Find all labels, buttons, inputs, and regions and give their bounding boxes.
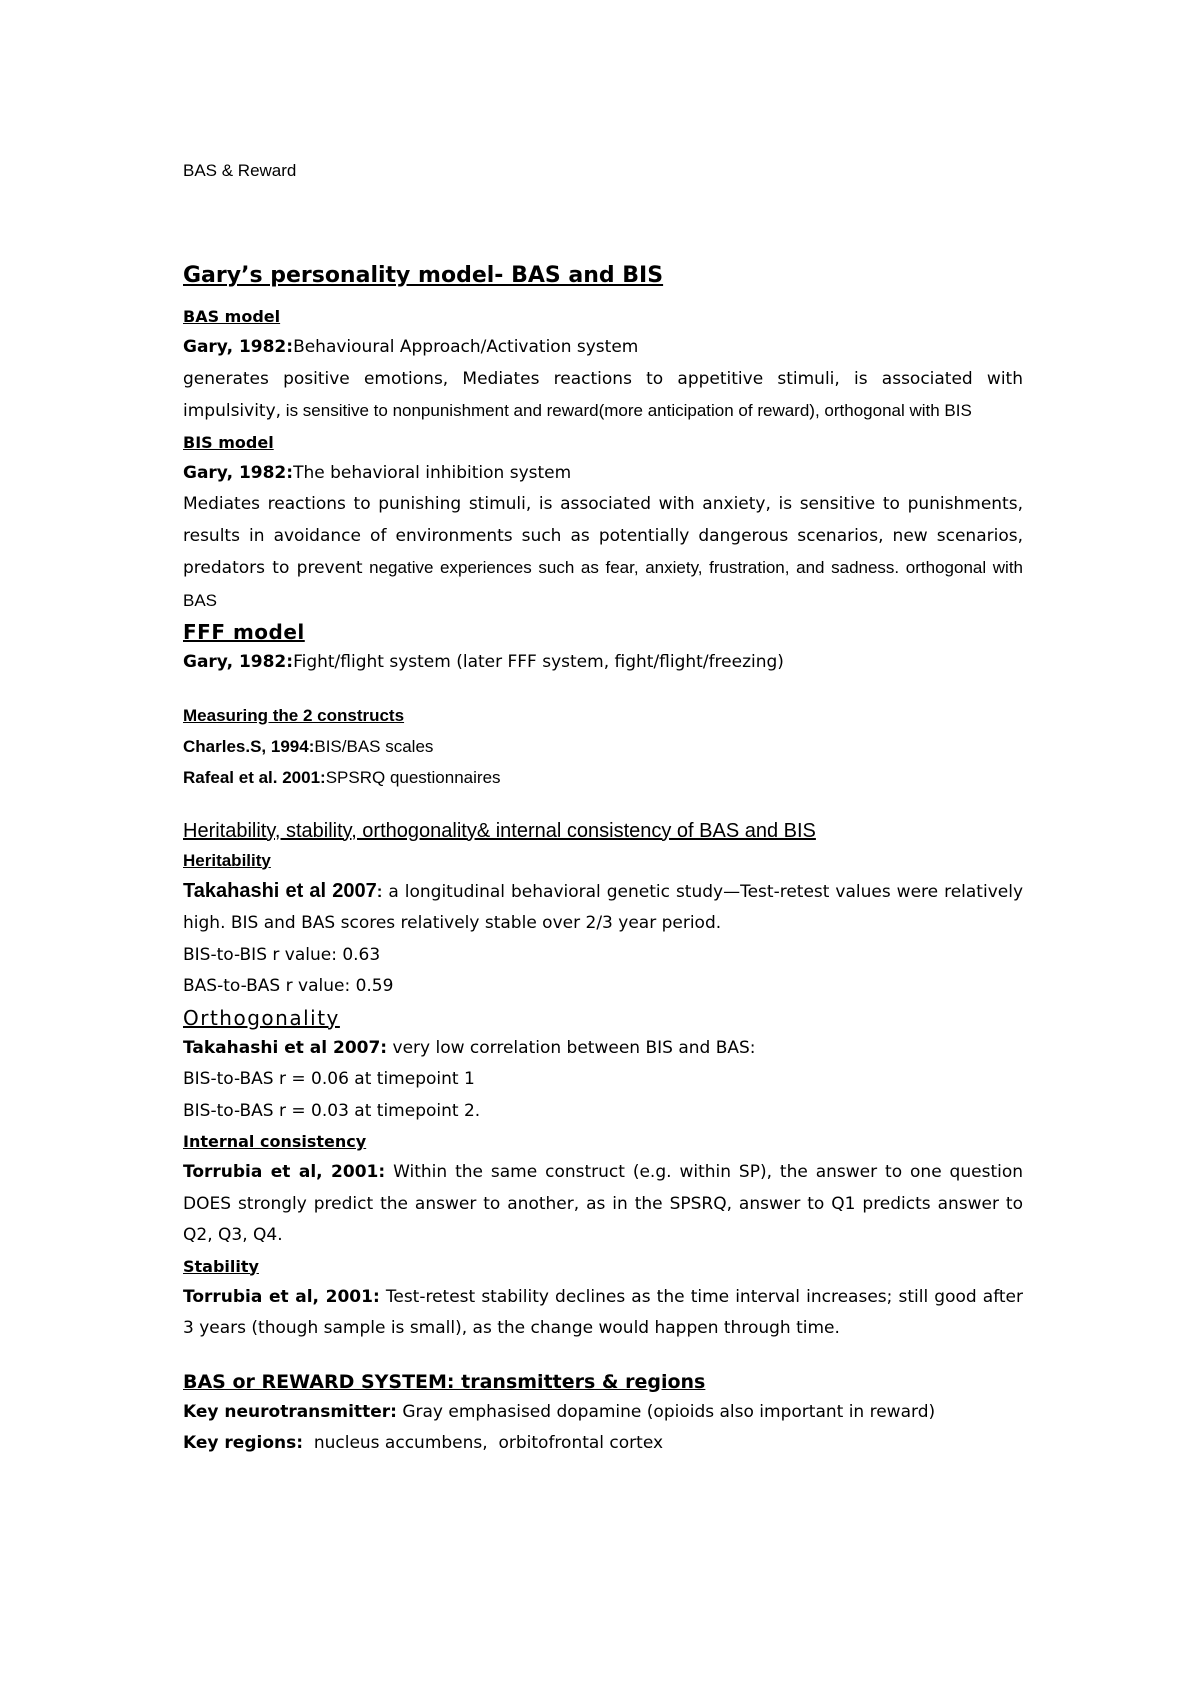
bis-model-heading: BIS model [183,432,274,452]
bis-definition: The behavioral inhibition system [293,462,572,483]
measure-1-line [183,731,1023,763]
section-heading-heritability: Heritability, stability, orthogonality& internal consistency of BAS and BIS [183,819,816,842]
orthogonality-r2: BIS-to-BAS r = 0.03 at timepoint 2. [183,1100,481,1121]
fff-citation: Gary, 1982: [183,652,294,672]
orthogonality-heading: Orthogonality [183,1005,340,1030]
heritability-r2: BAS-to-BAS r value: 0.59 [183,976,394,996]
heritability-description [183,876,1023,940]
section-heading-personality-model: Gary’s personality model- BAS and BIS [183,263,664,288]
bis-citation: Gary, 1982: [183,462,294,483]
document-title: BAS & Reward [183,161,297,180]
stability-text: Test-retest stability declines as the time interval increases; still good after 3 years (though sample is small), as the change would happen through time. [183,1286,1023,1338]
measure-1-definition: BIS/BAS scales [314,736,434,756]
measure-2-line [183,762,1023,794]
measuring-heading: Measuring the 2 constructs [183,705,405,725]
bis-citation-line [183,458,1023,490]
fff-model-heading: FFF model [183,620,305,644]
bas-citation: Gary, 1982: [183,337,294,357]
fff-definition: Fight/flight system (later FFF system, fight/flight/freezing) [293,652,784,672]
measure-2-definition: SPSRQ questionnaires [325,768,501,787]
neurotransmitter-text: Gray emphasised dopamine (opioids also important in reward) [396,1401,936,1422]
stability-heading: Stability [183,1256,259,1276]
heritability-citation: Takahashi et al 2007 [183,879,377,902]
regions-label: Key regions: [183,1433,304,1453]
heritability-heading: Heritability [183,850,271,870]
bas-model-heading: BAS model [183,307,281,326]
fff-citation-line [183,647,1023,679]
heritability-colon: : [376,881,383,901]
bis-description-part-b: negative experiences such as fear, anxiety, frustration, and sadness. orthogonal with BAS [183,558,1024,610]
regions-text: nucleus accumbens, orbitofrontal cortex [303,1433,664,1453]
measure-2-citation: Rafeal et al. 2001: [183,768,326,787]
bas-description-part-b: is sensitive to nonpunishment and reward(more anticipation of reward), orthogonal with BIS [281,401,972,420]
orthogonality-line [183,1033,1023,1065]
regions-line [183,1428,1023,1460]
neurotransmitter-label: Key neurotransmitter: [183,1401,397,1422]
bas-citation-line [183,332,1023,364]
stability-citation: Torrubia et al, 2001: [183,1286,380,1307]
heritability-r1: BIS-to-BIS r value: 0.63 [183,944,381,965]
bas-description [183,364,1023,428]
internal-consistency-text: Within the same construct (e.g. within SP), the answer to one question DOES strongly predict the answer to another, as in the SPSRQ, answer to Q1 predicts answer to Q2, Q3, Q4. [183,1162,1024,1245]
orthogonality-text: very low correlation between BIS and BAS: [387,1037,756,1058]
internal-consistency-description [183,1157,1023,1252]
bas-description-part-a: generates positive emotions, Mediates reactions to appetitive stimuli, is associated with impulsivity, [183,368,1023,421]
bas-definition: Behavioural Approach/Activation system [293,337,639,357]
neurotransmitter-line [183,1397,1023,1429]
stability-description [183,1282,1023,1345]
measure-1-citation: Charles.S, 1994: [183,736,315,756]
heritability-text: a longitudinal behavioral genetic study—Test-retest values were relatively high. BIS and BAS scores relatively stable over 2/3 year period. [183,881,1023,933]
document-body [183,160,1023,1460]
bis-description-part-a: Mediates reactions to punishing stimuli, is associated with anxiety, is sensitive to punishments, results in avoidance of environments such as potentially dangerous scenarios, new scenarios, predators to prevent [183,494,1023,578]
orthogonality-r1: BIS-to-BAS r = 0.06 at timepoint 1 [183,1069,475,1089]
internal-consistency-heading: Internal consistency [183,1132,367,1151]
internal-consistency-citation: Torrubia et al, 2001: [183,1162,386,1182]
section-heading-reward-system: BAS or REWARD SYSTEM: transmitters & regions [183,1370,706,1393]
orthogonality-citation: Takahashi et al 2007: [183,1037,388,1058]
bis-description [183,489,1023,617]
